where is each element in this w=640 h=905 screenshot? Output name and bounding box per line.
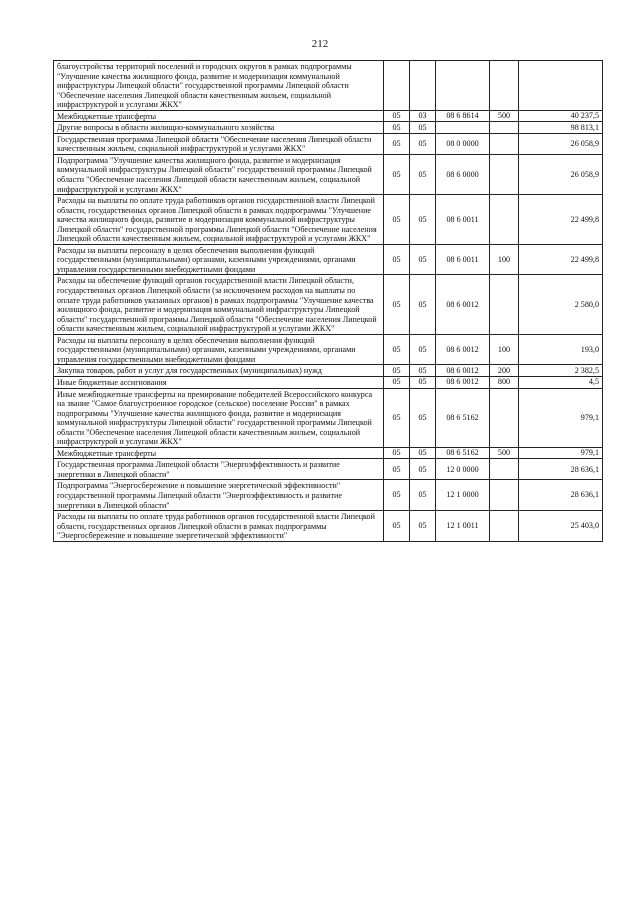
expense-name-cell: Государственная программа Липецкой области "Энергоэффективность и развитие энергетики в Липецкой области" [54,459,384,480]
table-row [54,61,603,111]
amount-cell [519,61,603,111]
target-article-cell: 08 6 0011 [436,195,490,245]
expense-type-cell: 800 [490,376,519,388]
expense-type-cell: 200 [490,365,519,377]
section-code-cell [384,61,410,111]
amount-cell: 979,1 [519,388,603,447]
expense-type-cell [490,275,519,334]
subsection-code-cell: 05 [410,459,436,480]
target-article-cell: 08 6 0012 [436,334,490,365]
target-article-cell [436,61,490,111]
section-code-cell: 05 [384,459,410,480]
subsection-code-cell: 05 [410,447,436,459]
subsection-code-cell: 05 [410,511,436,542]
amount-cell: 22 499,8 [519,195,603,245]
expense-name-cell: Расходы на выплаты по оплате труда работников органов государственной власти Липецкой области, государственных органов Липецкой области в рамках подпрограммы "Улучшение качества жилищного фонда, развитие и модернизация коммунальной инфраструктуры Липецкой области" государственной программы Липецкой области "Обеспечение населения Липецкой области качественным жильем, социальной инфраструктурой и услугами ЖКХ" [54,195,384,245]
section-code-cell: 05 [384,447,410,459]
amount-cell: 98 813,1 [519,122,603,134]
expense-type-cell [490,195,519,245]
expense-type-cell [490,388,519,447]
subsection-code-cell: 05 [410,480,436,511]
table-row [54,447,603,459]
table-row [54,122,603,134]
target-article-cell: 08 0 0000 [436,133,490,154]
section-code-cell: 05 [384,365,410,377]
target-article-cell: 12 0 0000 [436,459,490,480]
expense-type-cell [490,133,519,154]
table-row [54,133,603,154]
section-code-cell: 05 [384,275,410,334]
amount-cell: 22 499,8 [519,244,603,275]
expense-type-cell [490,480,519,511]
expense-type-cell [490,154,519,194]
table-row [54,480,603,511]
section-code-cell: 05 [384,154,410,194]
subsection-code-cell: 05 [410,195,436,245]
table-row [54,244,603,275]
expense-name-cell: Расходы на выплаты персоналу в целях обеспечения выполнения функций государственными (муниципальными) органами, казенными учреждениями, органами управления государственными внебюджетными фондами [54,334,384,365]
expense-type-cell [490,511,519,542]
section-code-cell: 05 [384,511,410,542]
subsection-code-cell: 05 [410,334,436,365]
expense-type-cell: 100 [490,334,519,365]
expense-type-cell: 500 [490,447,519,459]
amount-cell: 28 636,1 [519,459,603,480]
amount-cell: 26 058,9 [519,133,603,154]
amount-cell: 979,1 [519,447,603,459]
table-row [54,511,603,542]
section-code-cell: 05 [384,376,410,388]
amount-cell: 40 237,5 [519,110,603,122]
expense-name-cell: Иные межбюджетные трансферты на премирование победителей Всероссийского конкурса на звание "Самое благоустроенное городское (сельское) поселение России" в рамках подпрограммы "Улучшение качества жилищного фонда, развитие и модернизация коммунальной инфраструктуры Липецкой области" государственной программы Липецкой области "Обеспечение населения Липецкой области качественным жильем, социальной инфраструктурой и услугами ЖКХ" [54,388,384,447]
expense-name-cell: Иные бюджетные ассигнования [54,376,384,388]
amount-cell: 28 636,1 [519,480,603,511]
target-article-cell: 08 6 5162 [436,388,490,447]
page-number: 212 [311,38,329,50]
expense-type-cell [490,122,519,134]
amount-cell: 25 403,0 [519,511,603,542]
section-code-cell: 05 [384,480,410,511]
expense-name-cell: Расходы на выплаты по оплате труда работников органов государственной власти Липецкой области, государственных органов Липецкой области в рамках подпрограммы "Энергосбережение и повышение энергетической эффективности" [54,511,384,542]
expense-name-cell: Межбюджетные трансферты [54,110,384,122]
subsection-code-cell: 05 [410,133,436,154]
section-code-cell: 05 [384,110,410,122]
expense-name-cell: Закупка товаров, работ и услуг для государственных (муниципальных) нужд [54,365,384,377]
amount-cell: 26 058,9 [519,154,603,194]
target-article-cell [436,122,490,134]
section-code-cell: 05 [384,334,410,365]
expense-name-cell: благоустройства территорий поселений и городских округов в рамках подпрограммы "Улучшение качества жилищного фонда, развитие и модернизация коммунальной инфраструктуры Липецкой области" государственной программы Липецкой области "Обеспечение населения Липецкой области качественным жильем, социальной инфраструктурой и услугами ЖКХ" [54,61,384,111]
expense-name-cell: Расходы на обеспечение функций органов государственной власти Липецкой области, государственных органов Липецкой области (за исключением расходов на выплаты по оплате труда работников указанных органов) в рамках подпрограммы "Улучшение качества жилищного фонда, развитие и модернизация коммунальной инфраструктуры Липецкой области" государственной программы Липецкой области "Обеспечение населения Липецкой области качественным жильем, социальной инфраструктурой и услугами ЖКХ" [54,275,384,334]
target-article-cell: 08 6 0011 [436,244,490,275]
subsection-code-cell [410,61,436,111]
budget-table [53,60,603,542]
table-row [54,376,603,388]
target-article-cell: 08 6 0012 [436,376,490,388]
expense-type-cell [490,61,519,111]
table-row [54,459,603,480]
subsection-code-cell: 03 [410,110,436,122]
subsection-code-cell: 05 [410,388,436,447]
expense-name-cell: Государственная программа Липецкой области "Обеспечение населения Липецкой области качественным жильем, социальной инфраструктурой и услугами ЖКХ" [54,133,384,154]
expense-type-cell: 500 [490,110,519,122]
section-code-cell: 05 [384,122,410,134]
expense-name-cell: Подпрограмма "Энергосбережение и повышение энергетической эффективности" государственной программы Липецкой области "Энергоэффективность и развитие энергетики в Липецкой области" [54,480,384,511]
expense-type-cell [490,459,519,480]
target-article-cell: 12 1 0011 [436,511,490,542]
amount-cell: 4,5 [519,376,603,388]
table-row [54,195,603,245]
expense-name-cell: Подпрограмма "Улучшение качества жилищного фонда, развитие и модернизация коммунальной инфраструктуры Липецкой области" государственной программы Липецкой области "Обеспечение населения Липецкой области качественным жильем, социальной инфраструктурой и услугами ЖКХ" [54,154,384,194]
expense-name-cell: Расходы на выплаты персоналу в целях обеспечения выполнения функций государственными (муниципальными) органами, казенными учреждениями, органами управления государственными внебюджетными фондами [54,244,384,275]
expense-name-cell: Межбюджетные трансферты [54,447,384,459]
subsection-code-cell: 05 [410,154,436,194]
amount-cell: 193,0 [519,334,603,365]
target-article-cell: 08 6 8614 [436,110,490,122]
target-article-cell: 12 1 0000 [436,480,490,511]
amount-cell: 2 580,0 [519,275,603,334]
table-row [54,110,603,122]
target-article-cell: 08 6 5162 [436,447,490,459]
target-article-cell: 08 6 0012 [436,365,490,377]
table-row [54,334,603,365]
subsection-code-cell: 05 [410,122,436,134]
amount-cell: 2 382,5 [519,365,603,377]
section-code-cell: 05 [384,195,410,245]
subsection-code-cell: 05 [410,376,436,388]
target-article-cell: 08 6 0000 [436,154,490,194]
subsection-code-cell: 05 [410,244,436,275]
expense-type-cell: 100 [490,244,519,275]
section-code-cell: 05 [384,244,410,275]
target-article-cell: 08 6 0012 [436,275,490,334]
table-row [54,275,603,334]
table-row [54,365,603,377]
section-code-cell: 05 [384,133,410,154]
expense-name-cell: Другие вопросы в области жилищно-коммунального хозяйства [54,122,384,134]
subsection-code-cell: 05 [410,275,436,334]
table-row [54,388,603,447]
table-row [54,154,603,194]
section-code-cell: 05 [384,388,410,447]
subsection-code-cell: 05 [410,365,436,377]
